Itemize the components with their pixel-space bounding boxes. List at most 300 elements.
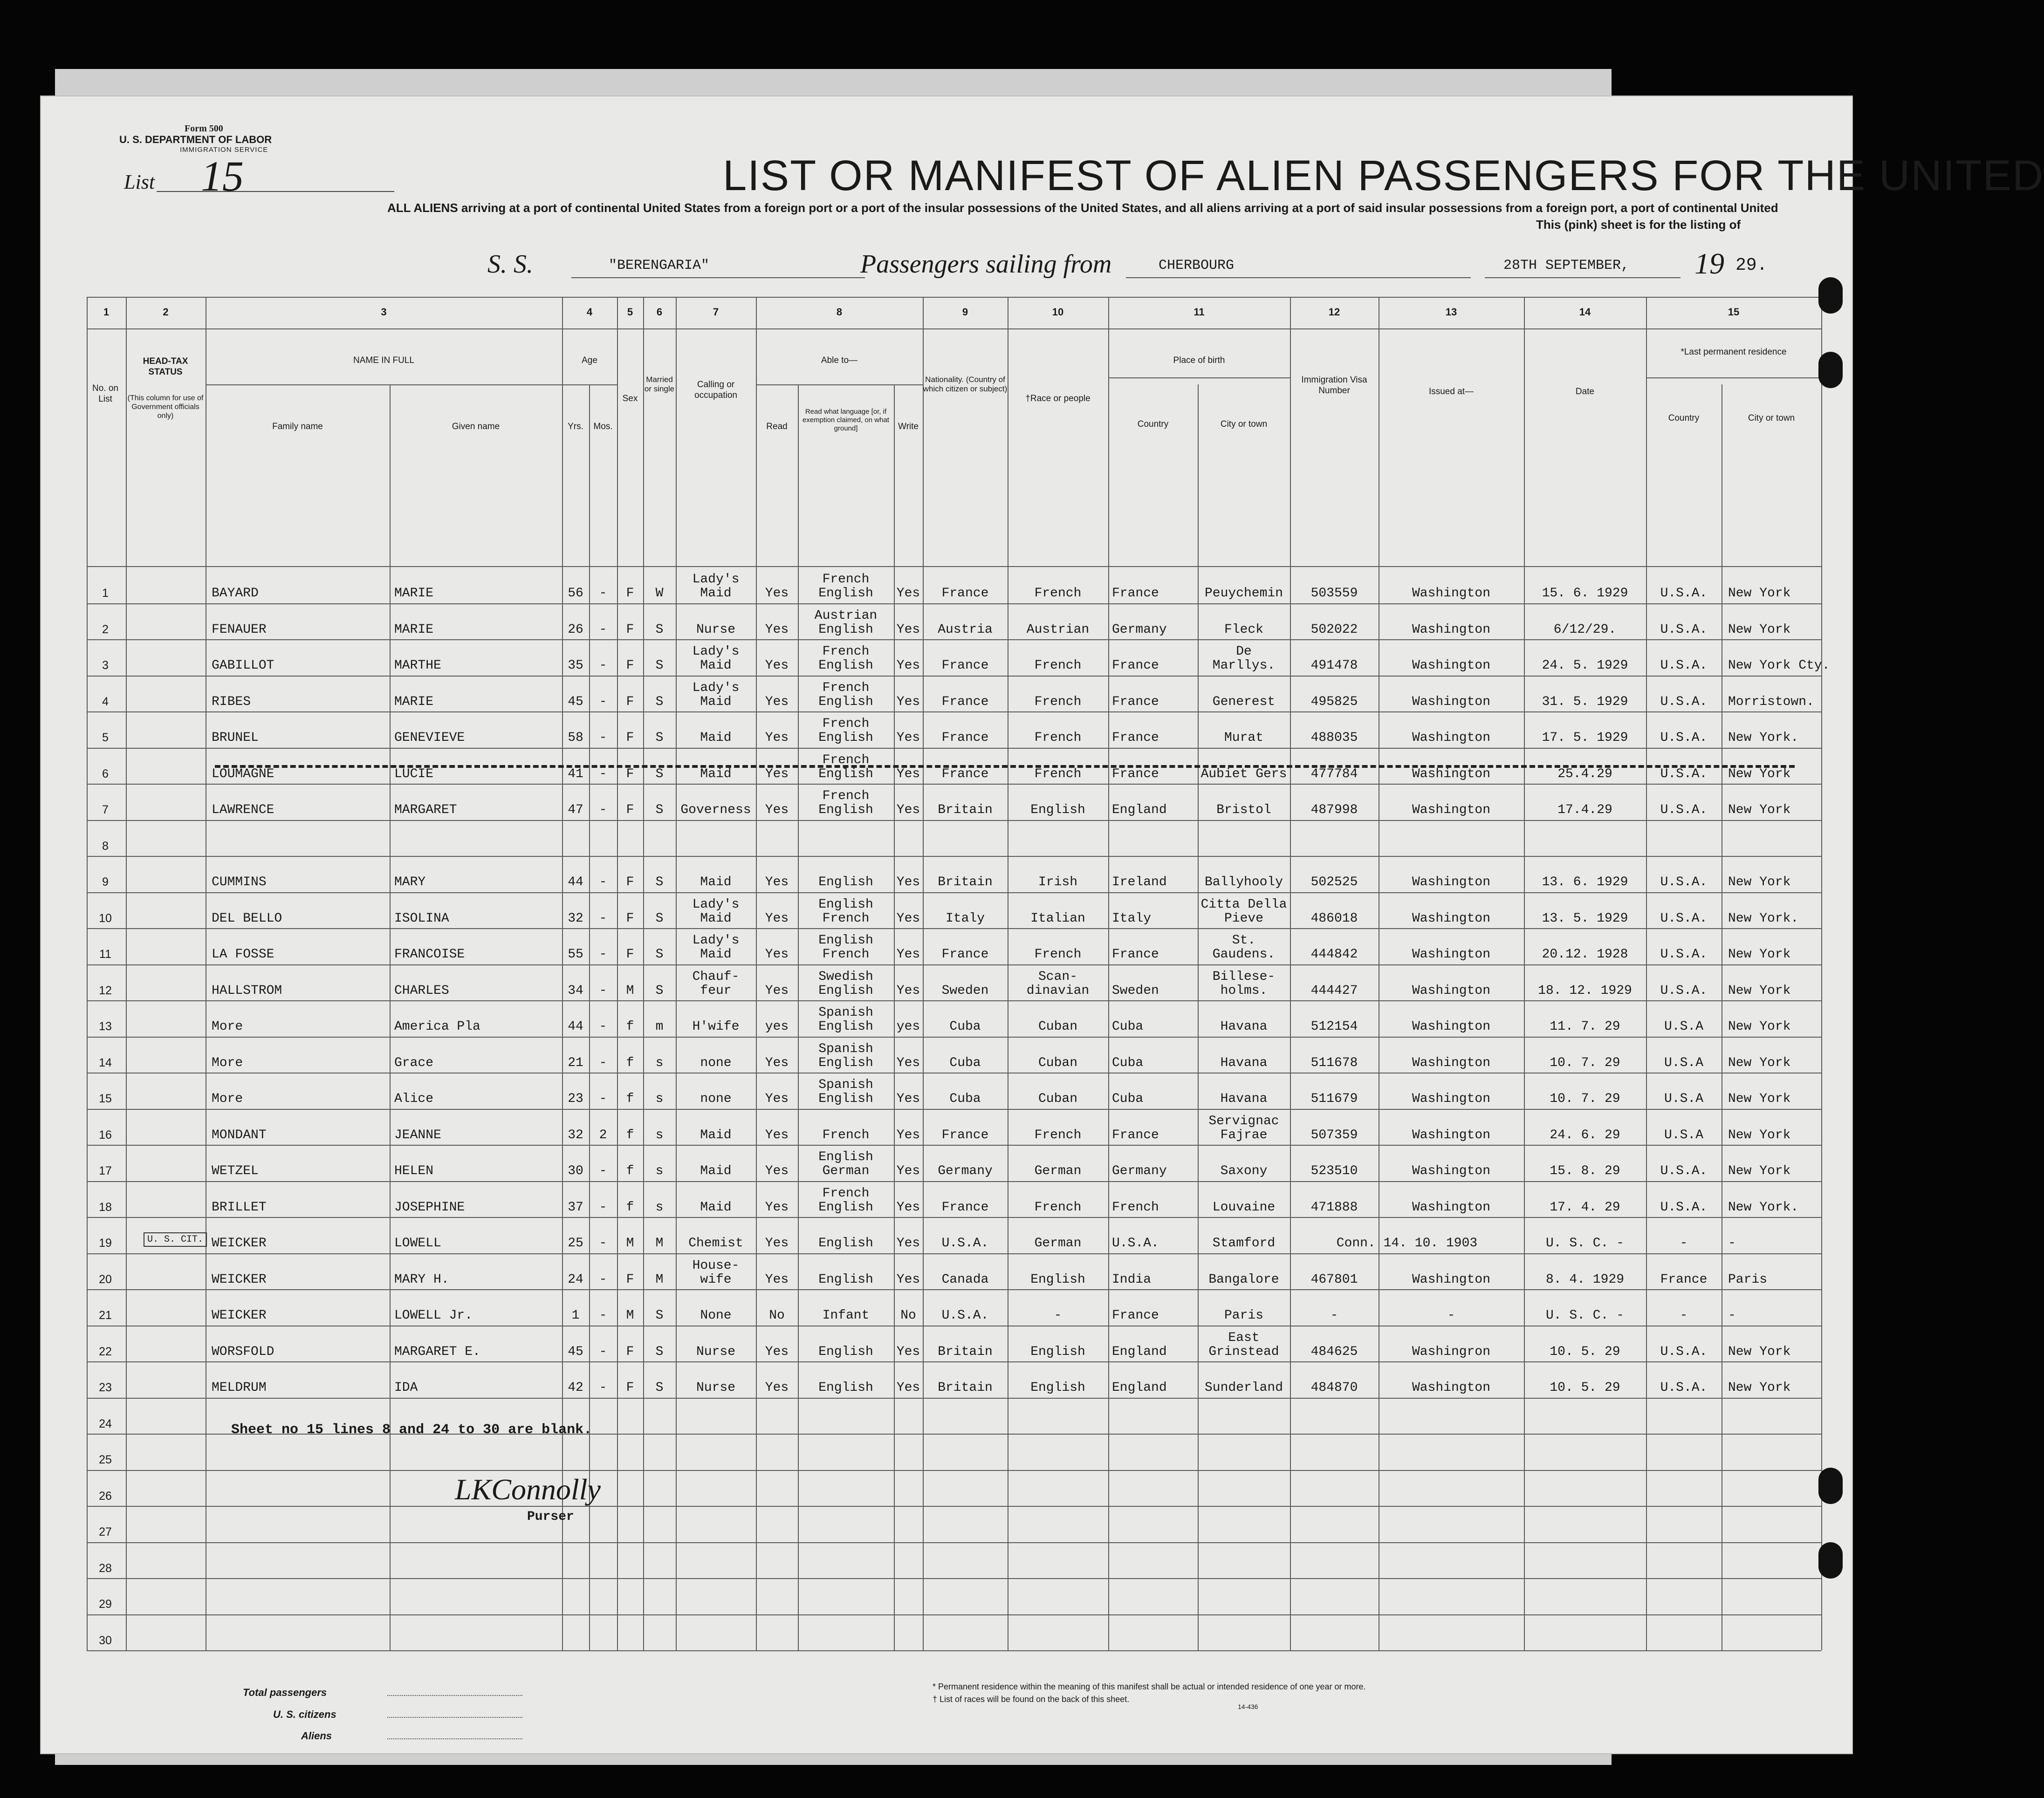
occupation: House- (692, 1258, 740, 1273)
aliens-label: Aliens (301, 1730, 332, 1742)
residence-country: U.S.A. (1660, 983, 1708, 998)
can-read: Yes (765, 803, 789, 817)
visa-date: 18. 12. 1929 (1538, 983, 1632, 998)
given-name: MARTHE (394, 658, 441, 673)
residence-city: New York (1728, 1055, 1791, 1070)
residence-city: New York (1728, 875, 1791, 889)
can-read: Yes (765, 1200, 789, 1215)
marital-status: S (655, 694, 664, 709)
family-name: HALLSTROM (212, 983, 282, 998)
purser-label: Purser (527, 1510, 574, 1524)
nationality: France (941, 1200, 989, 1215)
column-number: 13 (1445, 306, 1457, 318)
visa-number: 491478 (1310, 658, 1358, 673)
visa-date: 17.4.29 (1557, 803, 1612, 817)
marital-status: S (655, 875, 664, 889)
row-number: 16 (99, 1128, 112, 1142)
age-years: 35 (568, 658, 583, 673)
column-number: 3 (381, 306, 387, 318)
visa-number: 484625 (1310, 1344, 1358, 1359)
nationality: Britain (938, 1344, 993, 1359)
grid-rule (1646, 297, 1647, 1650)
read-language: English (818, 1344, 873, 1359)
row-number: 21 (99, 1309, 112, 1322)
family-name: More (212, 1092, 243, 1106)
row-number: 13 (99, 1020, 112, 1033)
marital-status: S (655, 731, 664, 745)
nationality: France (941, 947, 989, 962)
age-years: 42 (568, 1381, 583, 1395)
grid-rule (87, 856, 1821, 857)
print-code: 14-436 (1238, 1703, 1258, 1710)
grid-rule (87, 566, 1821, 567)
issued-at: Washington (1412, 1381, 1491, 1395)
marital-status: S (655, 983, 664, 998)
row-number: 19 (99, 1237, 112, 1250)
can-write: Yes (896, 1055, 920, 1070)
sex: F (626, 731, 634, 745)
age-months: - (599, 1019, 607, 1034)
can-read: Yes (765, 1055, 789, 1070)
occupation: Maid (700, 1128, 732, 1142)
sex: F (626, 803, 634, 817)
age-months: - (599, 1055, 607, 1070)
grid-rule (87, 1037, 1821, 1038)
family-name: LAWRENCE (212, 803, 274, 817)
read-language: English (818, 622, 873, 637)
nationality: France (941, 731, 989, 745)
grid-rule (617, 297, 618, 1650)
birth-city: Murat (1224, 731, 1263, 745)
family-name: WETZEL (212, 1164, 259, 1178)
row-number: 18 (99, 1200, 112, 1214)
occupation: none (700, 1055, 732, 1070)
race: - (1054, 1308, 1062, 1323)
header-read: Read (766, 422, 788, 431)
can-read: Yes (765, 1272, 789, 1287)
race: Cuban (1038, 1092, 1077, 1106)
family-name: GABILLOT (212, 658, 274, 673)
grid-rule (1646, 377, 1821, 378)
binder-hole (1818, 352, 1843, 388)
department: U. S. DEPARTMENT OF LABOR (119, 134, 272, 145)
binder-hole (1818, 277, 1843, 314)
grid-rule (87, 603, 1821, 604)
can-write: Yes (896, 658, 920, 673)
can-write: Yes (896, 1344, 920, 1359)
row-number: 29 (99, 1598, 112, 1611)
header-married: Married or single (644, 375, 675, 394)
occupation: Nurse (696, 622, 735, 637)
age-years: 44 (568, 1019, 583, 1034)
row-number: 5 (102, 731, 109, 744)
residence-country: U.S.A. (1660, 1200, 1708, 1215)
race: English (1030, 1272, 1085, 1287)
birth-city: Bristol (1216, 803, 1271, 817)
residence-city: New York Cty. (1728, 658, 1830, 673)
grid-rule (87, 1470, 1821, 1471)
birth-city: Citta Della (1200, 897, 1287, 912)
age-months: - (599, 803, 607, 817)
list-underline (157, 191, 394, 192)
birth-city: Generest (1212, 694, 1276, 709)
visa-number: 486018 (1310, 911, 1358, 926)
row-number: 25 (99, 1453, 112, 1466)
occupation: None (700, 1308, 732, 1323)
marital-status: M (655, 1272, 664, 1287)
marital-status: S (655, 803, 664, 817)
can-write: Yes (896, 1272, 920, 1287)
form-number: Form 500 (185, 123, 223, 134)
occupation: Lady's (692, 572, 740, 587)
visa-date: U. S. C. - (1545, 1236, 1625, 1251)
birth-city: Marllys. (1212, 658, 1276, 673)
residence-city: New York (1728, 1019, 1791, 1034)
visa-date: 11. 7. 29 (1550, 1019, 1620, 1034)
issued-at: Washington (1412, 1164, 1491, 1178)
nationality: Britain (938, 1381, 993, 1395)
visa-number: 488035 (1310, 731, 1358, 745)
can-read: No (769, 1308, 785, 1323)
nationality: France (941, 766, 989, 781)
can-read: Yes (765, 1092, 789, 1106)
column-number: 15 (1728, 306, 1740, 318)
column-number: 4 (586, 306, 593, 318)
nationality: France (941, 586, 989, 601)
row-number: 20 (99, 1272, 112, 1286)
residence-country: U.S.A (1664, 1019, 1703, 1034)
birth-country: Italy (1112, 911, 1152, 926)
family-name: LA FOSSE (212, 947, 274, 962)
grid-rule (1108, 377, 1290, 378)
column-number: 10 (1052, 306, 1064, 318)
birth-city: St. (1232, 933, 1256, 948)
sex: F (626, 947, 634, 962)
issued-at: Washington (1412, 658, 1491, 673)
residence-city: New York. (1728, 731, 1799, 745)
occupation: Maid (700, 911, 732, 926)
can-read: Yes (765, 1381, 789, 1395)
birth-country: Cuba (1112, 1019, 1144, 1034)
read-language: English (818, 1200, 873, 1215)
list-label: List (124, 171, 155, 193)
issued-at: Washington (1412, 947, 1491, 962)
grid-rule (87, 892, 1821, 893)
given-name: GENEVIEVE (394, 731, 465, 745)
age-months: - (599, 586, 607, 601)
header-last-residence: *Last permanent residence (1680, 347, 1787, 357)
visa-number: 503559 (1310, 586, 1358, 601)
can-read: Yes (765, 1128, 789, 1142)
visa-date: 17. 4. 29 (1550, 1200, 1620, 1215)
birth-city: Stamford (1212, 1236, 1276, 1251)
visa-number: 487998 (1310, 803, 1358, 817)
marital-status: s (655, 1200, 664, 1215)
read-language: English (818, 1236, 873, 1251)
residence-country: U.S.A. (1660, 947, 1708, 962)
grid-rule (206, 384, 562, 385)
nationality: Britain (938, 875, 993, 889)
blank-lines-note: Sheet no 15 lines 8 and 24 to 30 are blank. (231, 1422, 592, 1438)
read-language: French (822, 644, 870, 659)
race: Austrian (1026, 622, 1090, 637)
row-number: 3 (102, 659, 109, 672)
header-visa: Immigration Visa Number (1301, 375, 1367, 396)
visa-number: 471888 (1310, 1200, 1358, 1215)
can-write: Yes (896, 586, 920, 601)
grid-rule (87, 1506, 1821, 1507)
column-number: 14 (1579, 306, 1591, 318)
us-citizen-stamp: U. S. CIT. (144, 1232, 207, 1247)
given-name: MARGARET E. (394, 1344, 480, 1359)
visa-date: 25.4.29 (1557, 766, 1612, 781)
sex: F (626, 586, 634, 601)
can-read: Yes (765, 694, 789, 709)
header-res-city: City or town (1748, 413, 1795, 423)
birth-country: France (1112, 1128, 1159, 1142)
race: French (1034, 766, 1082, 781)
visa-date: 13. 5. 1929 (1542, 911, 1628, 926)
visa-date: U. S. C. - (1545, 1308, 1625, 1323)
age-years: 24 (568, 1272, 583, 1287)
birth-city: East (1228, 1330, 1260, 1345)
us-citizens-label: U. S. citizens (273, 1709, 336, 1720)
marital-status: s (655, 1128, 664, 1142)
column-number: 12 (1328, 306, 1340, 318)
header-no-on-list: No. on List (92, 383, 118, 404)
age-months: - (599, 1308, 607, 1323)
race: Irish (1038, 875, 1077, 889)
given-name: Grace (394, 1055, 434, 1070)
header-age: Age (582, 355, 597, 365)
age-years: 25 (568, 1236, 583, 1251)
issued-at: Washington (1412, 1272, 1491, 1287)
sex: F (626, 1272, 634, 1287)
age-months: - (599, 1272, 607, 1287)
race: French (1034, 1200, 1082, 1215)
nationality: Canada (941, 1272, 989, 1287)
nationality: Sweden (941, 983, 989, 998)
subtitle: ALL ALIENS arriving at a port of continental United States from a foreign port or a port of the insular possessions of the United States, and all aliens arriving at a port of said insular possessions from a foreign port, a port of continental United (387, 201, 1778, 215)
can-write: Yes (896, 911, 920, 926)
sex: F (626, 658, 634, 673)
row-number: 15 (99, 1092, 112, 1105)
residence-country: U.S.A (1664, 1092, 1703, 1106)
grid-rule (562, 297, 563, 1650)
row-number: 11 (99, 948, 111, 961)
birth-city: Aubiet Gers (1200, 766, 1287, 781)
visa-number: 444427 (1310, 983, 1358, 998)
age-years: 55 (568, 947, 583, 962)
given-name: JEANNE (394, 1128, 441, 1142)
birth-country: Cuba (1112, 1055, 1144, 1070)
marital-status: S (655, 658, 664, 673)
occupation: Lady's (692, 680, 740, 695)
residence-country: U.S.A. (1660, 1164, 1708, 1178)
birth-country: France (1112, 731, 1159, 745)
visa-number: 502525 (1310, 875, 1358, 889)
residence-country: U.S.A. (1660, 766, 1708, 781)
can-read: Yes (765, 983, 789, 998)
can-write: Yes (896, 875, 920, 889)
sex: F (626, 875, 634, 889)
residence-country: France (1660, 1272, 1708, 1287)
marital-status: s (655, 1055, 664, 1070)
issued-at: Washington (1412, 1055, 1491, 1070)
occupation: wife (700, 1272, 732, 1287)
grid-rule (87, 676, 1821, 677)
header-write: Write (898, 422, 919, 431)
visa-number: - (1330, 1308, 1338, 1323)
read-language: English (818, 1272, 873, 1287)
header-head-tax-note: (This column for use of Government officials only) (127, 394, 204, 420)
sex: F (626, 766, 634, 781)
family-name: DEL BELLO (212, 911, 282, 926)
residence-city: New York (1728, 1128, 1791, 1142)
can-read: Yes (765, 731, 789, 745)
can-write: Yes (896, 694, 920, 709)
nationality: Austria (938, 622, 993, 637)
age-years: 30 (568, 1164, 583, 1178)
race: French (1034, 658, 1082, 673)
given-name: MARIE (394, 622, 434, 637)
occupation: Maid (700, 586, 732, 601)
grid-rule (87, 711, 1821, 712)
can-write: Yes (896, 622, 920, 637)
can-write: Yes (896, 731, 920, 745)
age-years: 45 (568, 694, 583, 709)
grid-rule (87, 297, 1821, 298)
race: English (1030, 1344, 1085, 1359)
residence-city: New York (1728, 983, 1791, 998)
can-read: Yes (765, 622, 789, 637)
grid-rule (126, 297, 127, 1650)
age-months: - (599, 1164, 607, 1178)
nationality: U.S.A. (941, 1236, 989, 1251)
birth-city: Havana (1220, 1055, 1268, 1070)
read-language: English (818, 875, 873, 889)
grid-rule (643, 297, 644, 1650)
read-language: English (818, 766, 873, 781)
age-months: - (599, 766, 607, 781)
age-years: 37 (568, 1200, 583, 1215)
can-read: Yes (765, 1344, 789, 1359)
blank-line-separator (215, 765, 1795, 768)
given-name: LOWELL (394, 1236, 441, 1251)
age-years: 45 (568, 1344, 583, 1359)
total-passengers-label: Total passengers (243, 1687, 327, 1698)
race: Italian (1030, 911, 1085, 926)
family-name: LOUMAGNE (212, 766, 274, 781)
age-months: 2 (599, 1128, 607, 1142)
birth-city: Louvaine (1212, 1200, 1276, 1215)
row-number: 12 (99, 984, 112, 997)
row-number: 6 (102, 767, 109, 780)
header-res-country: Country (1668, 413, 1700, 423)
grid-rule (1821, 297, 1822, 1650)
birth-country: France (1112, 766, 1159, 781)
given-name: Alice (394, 1092, 434, 1106)
race: Scan- (1038, 969, 1077, 984)
residence-country: U.S.A (1664, 1128, 1703, 1142)
occupation: Governess (680, 803, 751, 817)
race: German (1034, 1164, 1082, 1178)
issued-at: Washington (1412, 694, 1491, 709)
age-years: 32 (568, 911, 583, 926)
grid-rule (87, 1578, 1821, 1579)
occupation: Maid (700, 1164, 732, 1178)
race: English (1030, 803, 1085, 817)
age-years: 1 (571, 1308, 580, 1323)
grid-rule (87, 1650, 1821, 1651)
birth-country: Germany (1112, 622, 1167, 637)
marital-status: m (655, 1019, 664, 1034)
header-race: †Race or people (1025, 394, 1091, 403)
issued-at: Washington (1412, 1092, 1491, 1106)
birth-city: Bangalore (1208, 1272, 1279, 1287)
visa-date: 8. 4. 1929 (1545, 1272, 1625, 1287)
row-number: 1 (102, 587, 109, 600)
visa-date: 10. 7. 29 (1550, 1092, 1620, 1106)
sex: F (626, 622, 634, 637)
occupation: Maid (700, 947, 732, 962)
family-name: MELDRUM (212, 1381, 267, 1395)
can-write: Yes (896, 1200, 920, 1215)
grid-rule (756, 384, 923, 385)
birth-city: Billese- (1212, 969, 1276, 984)
header-read-language: Read what language [or, if exemption claimed, on what ground] (803, 408, 889, 432)
age-years: 41 (568, 766, 583, 781)
birth-city: Fajrae (1220, 1128, 1268, 1142)
date-underline (1485, 277, 1680, 278)
residence-city: New York (1728, 1164, 1791, 1178)
nationality: Italy (945, 911, 985, 926)
issued-at: Washington (1412, 766, 1491, 781)
birth-country: French (1112, 1200, 1159, 1215)
birth-country: Sweden (1112, 983, 1159, 998)
can-read: yes (765, 1019, 789, 1034)
column-number: 1 (103, 306, 110, 318)
header-date: Date (1575, 387, 1595, 397)
residence-country: U.S.A. (1660, 1381, 1708, 1395)
occupation: Nurse (696, 1381, 735, 1395)
birth-country: Cuba (1112, 1092, 1144, 1106)
occupation: Maid (700, 1200, 732, 1215)
age-years: 32 (568, 1128, 583, 1142)
birth-country: Ireland (1112, 875, 1167, 889)
grid-rule (87, 1181, 1821, 1182)
read-language: French (822, 789, 870, 803)
grid-rule (923, 297, 924, 1650)
grid-rule (87, 328, 1821, 329)
visa-number: 444842 (1310, 947, 1358, 962)
age-months: - (599, 1200, 607, 1215)
grid-rule (87, 820, 1821, 821)
nationality: Cuba (949, 1055, 981, 1070)
residence-country: - (1680, 1236, 1688, 1251)
grid-rule (87, 1145, 1821, 1146)
can-write: Yes (896, 947, 920, 962)
race: French (1034, 947, 1082, 962)
header-calling: Calling or occupation (694, 380, 737, 400)
sailing-label: Passengers sailing from (860, 250, 1112, 279)
header-mos: Mos. (593, 422, 613, 431)
residence-city: New York (1728, 947, 1791, 962)
issued-at: Washington (1412, 731, 1491, 745)
occupation: Maid (700, 694, 732, 709)
visa-date: 10. 5. 29 (1550, 1344, 1620, 1359)
race: French (1034, 586, 1082, 601)
